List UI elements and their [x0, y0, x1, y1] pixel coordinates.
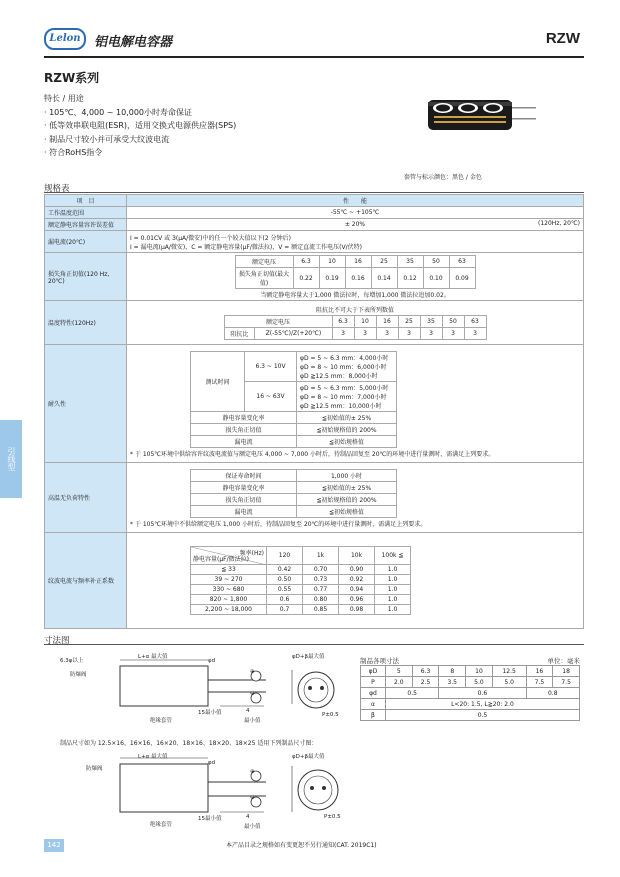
lbl-p-2: P±0.5: [324, 814, 341, 820]
cap-range: ≦ 33: [191, 565, 267, 575]
coef-cell: 0.70: [303, 565, 339, 575]
dim-unit: 单位：毫米: [547, 657, 580, 665]
ripple-label: 纹波电流与频率补正系数: [45, 533, 127, 629]
lbl-4: 4: [246, 708, 250, 714]
coef-cell: 0.7: [267, 605, 303, 615]
cap-range: 39 ~ 270: [191, 575, 267, 585]
shelf-time-v: 1,000 小时: [297, 469, 397, 481]
end-r2: 16 ~ 63V: [245, 381, 297, 411]
lbl-phid-2: φd: [208, 760, 216, 766]
dim-cell: 18: [553, 666, 580, 677]
side-tab: 引线型: [0, 420, 22, 498]
coef-cell: 1.0: [375, 595, 411, 605]
feature-item: · 105℃、4,000 ~ 10,000小时寿命保证: [44, 107, 193, 117]
volt-cell: 50: [442, 315, 464, 327]
dim-cell: 0.8: [526, 688, 579, 699]
dim-drawing-small: [60, 652, 350, 742]
dim-cell: 7.5: [526, 677, 553, 688]
shelf-leak-v: ≦初始规格值: [297, 505, 397, 517]
dim-cell: 12.5: [492, 666, 526, 677]
cap-range: 820 ~ 1,800: [191, 595, 267, 605]
tol-label: 额定静电容量容许误差值: [45, 219, 127, 231]
lowtemp-note: 阻抗比不可大于下表所列数值: [315, 306, 394, 314]
dim-cell: 16: [526, 666, 553, 677]
dim-cell: 6.3: [412, 666, 439, 677]
end-tan: 损失角正切值: [191, 423, 297, 435]
dim-cell: 5: [385, 666, 412, 677]
volt-cell: 10: [319, 256, 345, 268]
dims-title: 寸法图: [44, 636, 70, 646]
cap-image-note: 套管与标示颜色：黑色 / 金色: [404, 174, 482, 181]
lowtemp-h1: 额定电压: [224, 315, 332, 327]
lbl-4-2: 4: [246, 814, 250, 820]
end-r1-line: φD = 8 ~ 10 mm：6,000小时: [300, 363, 387, 371]
ripple-freq-label: 频率(Hz): [239, 550, 264, 557]
lbl-min: 最小值: [244, 718, 261, 724]
dim-cell: P: [361, 677, 386, 688]
features: [44, 92, 236, 160]
end-r2-line: φD ≧12.5 mm：10,000小时: [300, 402, 382, 410]
lbl-sleeve: 绝缘套管: [150, 718, 173, 724]
dim-cell: 10: [466, 666, 493, 677]
shelf-leak: 漏电流: [191, 505, 297, 517]
freq-cell: 10k: [339, 547, 375, 565]
dim-cell: β: [361, 710, 386, 721]
freq-cell: 100k ≦: [375, 547, 411, 565]
coef-cell: 0.73: [303, 575, 339, 585]
dim-cell: 7.5: [553, 677, 580, 688]
end-r1: 6.3 ~ 10V: [245, 351, 297, 381]
cap-range: 330 ~ 680: [191, 585, 267, 595]
minus-icon: ⊖: [250, 691, 255, 697]
coef-cell: 1.0: [375, 605, 411, 615]
volt-cell: 63: [449, 256, 475, 268]
imp-cell: 3: [442, 327, 464, 339]
dim-cell: 3.5: [439, 677, 466, 688]
endurance-table: [190, 351, 397, 448]
dims-rule: [44, 644, 584, 645]
dim-table-header: [360, 656, 580, 665]
coef-cell: 0.85: [303, 605, 339, 615]
dim-cell: 8: [439, 666, 466, 677]
shelf-tan: 损失角正切值: [191, 493, 297, 505]
dim-cell: 5.0: [466, 677, 493, 688]
lbl-l-2: L+α 最大值: [138, 754, 168, 760]
tan-note: 当额定静电容量大于1,000 微法拉时，每增加1,000 微法拉追加0.02。: [260, 292, 450, 299]
dim-cell: 0.5: [385, 688, 438, 699]
volt-cell: 6.3: [293, 256, 319, 268]
volt-cell: 16: [345, 256, 371, 268]
cap-range: 2,200 ~ 18,000: [191, 605, 267, 615]
tan-cell: 0.19: [319, 268, 345, 289]
tol-cond: (120Hz, 20℃): [538, 220, 580, 227]
lbl-vent: 防爆阀: [70, 672, 87, 678]
leak-label: 漏电流(20℃): [45, 231, 127, 253]
coef-cell: 0.98: [339, 605, 375, 615]
features-heading: 特长 / 用途: [44, 94, 84, 103]
volt-cell: 35: [420, 315, 442, 327]
imp-cell: 3: [332, 327, 354, 339]
spec-head-perf: 性 能: [127, 195, 584, 207]
tan-cell: 0.09: [449, 268, 475, 289]
spec-title: 规格表: [44, 184, 70, 194]
ripple-corner: [191, 547, 267, 565]
dim-cell: α: [361, 699, 386, 710]
volt-cell: 6.3: [332, 315, 354, 327]
lbl-d: φD+β最大值: [292, 654, 325, 660]
spec-head-item: 项 目: [45, 195, 127, 207]
coef-cell: 0.50: [267, 575, 303, 585]
lbl-vent-2: 防爆阀: [86, 766, 103, 772]
coef-cell: 0.96: [339, 595, 375, 605]
capacitor-side-view-large: [60, 752, 350, 842]
endurance-note: * 于 105℃环境中供给容许纹波电流值与额定电压 4,000 ~ 7,000 小时后，待制品回复至 20℃的环境中进行量测时，需满足上列要求。: [130, 450, 495, 458]
coef-cell: 1.0: [375, 565, 411, 575]
lowtemp-table: [224, 315, 487, 340]
plus-icon: ⊕: [250, 769, 255, 775]
dim-table-title: 制品各项寸法: [360, 657, 399, 665]
dim-cell: φD: [361, 666, 386, 677]
coef-cell: 1.0: [375, 575, 411, 585]
header: [44, 28, 584, 56]
coef-cell: 0.94: [339, 585, 375, 595]
lbl-min-2: 最小值: [244, 824, 261, 830]
tan-h1: 额定电压: [235, 256, 293, 268]
imp-cell: 3: [464, 327, 486, 339]
ripple-table: [190, 546, 411, 615]
end-r2-line: φD = 8 ~ 10 mm：7,000小时: [300, 393, 387, 401]
minus-icon: ⊖: [250, 795, 255, 801]
dim-cell: 5.0: [492, 677, 526, 688]
coef-cell: 1.0: [375, 585, 411, 595]
lbl-sleeve-2: 绝缘套管: [150, 822, 173, 828]
series-title: RZW系列: [44, 71, 100, 85]
lbl-d-2: φD+β最大值: [292, 754, 325, 760]
volt-cell: 25: [398, 315, 420, 327]
large-size-note: 制品尺寸如为 12.5×16、16×16、16×20、18×16、18×20、18×25 适用下列制品尺寸图：: [60, 740, 318, 747]
dim-drawing-large: [60, 752, 350, 842]
end-cap-v: ≦初始值的± 25%: [297, 411, 397, 423]
leak-line1: I = 0.01CV 或 3(μA/微安)中的任一个较大值以下(2 分钟后): [130, 234, 291, 242]
shelf-cap: 静电容量变化率: [191, 481, 297, 493]
lbl-l: L+α 最大值: [138, 654, 168, 660]
end-cap: 静电容量变化率: [191, 411, 297, 423]
dim-cell: 0.6: [439, 688, 526, 699]
header-rule: [44, 56, 584, 58]
shelf-label: 高温无负荷特性: [45, 463, 127, 533]
tan-cell: 0.12: [397, 268, 423, 289]
lowtemp-label: 温度特性(120Hz): [45, 301, 127, 345]
coef-cell: 0.92: [339, 575, 375, 585]
dim-cell: 2.5: [412, 677, 439, 688]
imp-cell: 3: [354, 327, 376, 339]
coef-cell: 0.6: [267, 595, 303, 605]
lowtemp-h2: 阻抗比: [224, 327, 255, 339]
feature-item: · 低等效串联电阻(ESR)，适用交换式电源供应器(SPS): [44, 121, 237, 130]
tol-value: ± 20%: [344, 221, 366, 228]
dim-cell: φd: [361, 688, 386, 699]
feature-item: · 制品尺寸较小并可承受大纹波电流: [44, 134, 170, 144]
header-title: 铝电解电容器: [94, 35, 173, 50]
dim-cell: 2.0: [385, 677, 412, 688]
lowtemp-h3: Z(-55℃)/Z(+20℃): [255, 327, 332, 339]
shelf-time: 保证寿命时间: [191, 469, 297, 481]
spec-table: [44, 194, 584, 629]
end-leak-v: ≦初始规格值: [297, 435, 397, 447]
lbl-phid: φd: [208, 658, 216, 664]
tan-h2: 损失角正切值(最大值): [235, 268, 293, 289]
dim-table: [360, 665, 580, 721]
imp-cell: 3: [420, 327, 442, 339]
end-r2-line: φD = 5 ~ 6.3 mm：5,000小时: [300, 384, 389, 392]
plus-icon: ⊕: [250, 669, 255, 675]
lbl-p: P±0.5: [322, 712, 339, 718]
volt-cell: 50: [423, 256, 449, 268]
tan-table: [235, 255, 476, 289]
header-code: RZW: [545, 30, 580, 47]
coef-cell: 0.77: [303, 585, 339, 595]
end-r1-line: φD = 5 ~ 6.3 mm：4,000小时: [300, 354, 389, 362]
temp-label: 工作温度范围: [45, 207, 127, 219]
end-tan-v: ≦初始规格值的 200%: [297, 423, 397, 435]
page-number: 142: [44, 839, 64, 852]
volt-cell: 16: [376, 315, 398, 327]
capacitor-side-view: [60, 652, 350, 742]
end-leak: 漏电流: [191, 435, 297, 447]
spec-rule: [44, 192, 584, 193]
end-test-time: 测试时间: [191, 351, 245, 411]
volt-cell: 10: [354, 315, 376, 327]
shelf-cap-v: ≦初始值的± 25%: [297, 481, 397, 493]
coef-cell: 0.90: [339, 565, 375, 575]
coef-cell: 0.80: [303, 595, 339, 605]
freq-cell: 1k: [303, 547, 339, 565]
shelf-note: * 于 105℃环境中不供给额定电压 1,000 小时后，待制品回复至 20℃的环境中进行量测时，需满足上列要求。: [130, 520, 427, 528]
coef-cell: 0.55: [267, 585, 303, 595]
tan-cell: 0.22: [293, 268, 319, 289]
end-r1-line: φD ≧12.5 mm：8,000小时: [300, 372, 378, 380]
volt-cell: 25: [371, 256, 397, 268]
freq-cell: 120: [267, 547, 303, 565]
lbl-15-2: 15最小值: [198, 816, 222, 822]
dim-cell: 0.5: [385, 710, 579, 721]
ripple-cap-label: 静电容量(μF/微法拉): [193, 556, 249, 563]
temp-value: -55℃ ~ +105℃: [127, 207, 584, 219]
coef-cell: 0.42: [267, 565, 303, 575]
lbl-15: 15最小值: [198, 710, 222, 716]
dim-cell: L<20: 1.5, L≧20: 2.0: [385, 699, 579, 710]
feature-item: · 符合RoHS指令: [44, 148, 103, 157]
lelon-logo: Lelon: [44, 28, 86, 50]
tan-label: 损失角正切值(120 Hz, 20℃): [45, 253, 127, 301]
tan-cell: 0.16: [345, 268, 371, 289]
tan-cell: 0.14: [371, 268, 397, 289]
volt-cell: 35: [397, 256, 423, 268]
imp-cell: 3: [376, 327, 398, 339]
shelf-table: [190, 469, 397, 518]
endurance-label: 耐久性: [45, 345, 127, 463]
lbl-pv: 6.3φ以上: [60, 658, 84, 664]
tan-cell: 0.10: [423, 268, 449, 289]
capacitor-photo: [426, 92, 536, 138]
footer-note: 本产品目录之规格如有变更恕不另行通知(CAT. 2019C1): [226, 842, 377, 849]
shelf-tan-v: ≦初始规格值的 200%: [297, 493, 397, 505]
imp-cell: 3: [398, 327, 420, 339]
volt-cell: 63: [464, 315, 486, 327]
leak-line2: I = 漏电流(μA/微安)，C = 额定静电容量(μF/微法拉)，V = 额定直流工作电压(V/伏特): [130, 243, 362, 251]
